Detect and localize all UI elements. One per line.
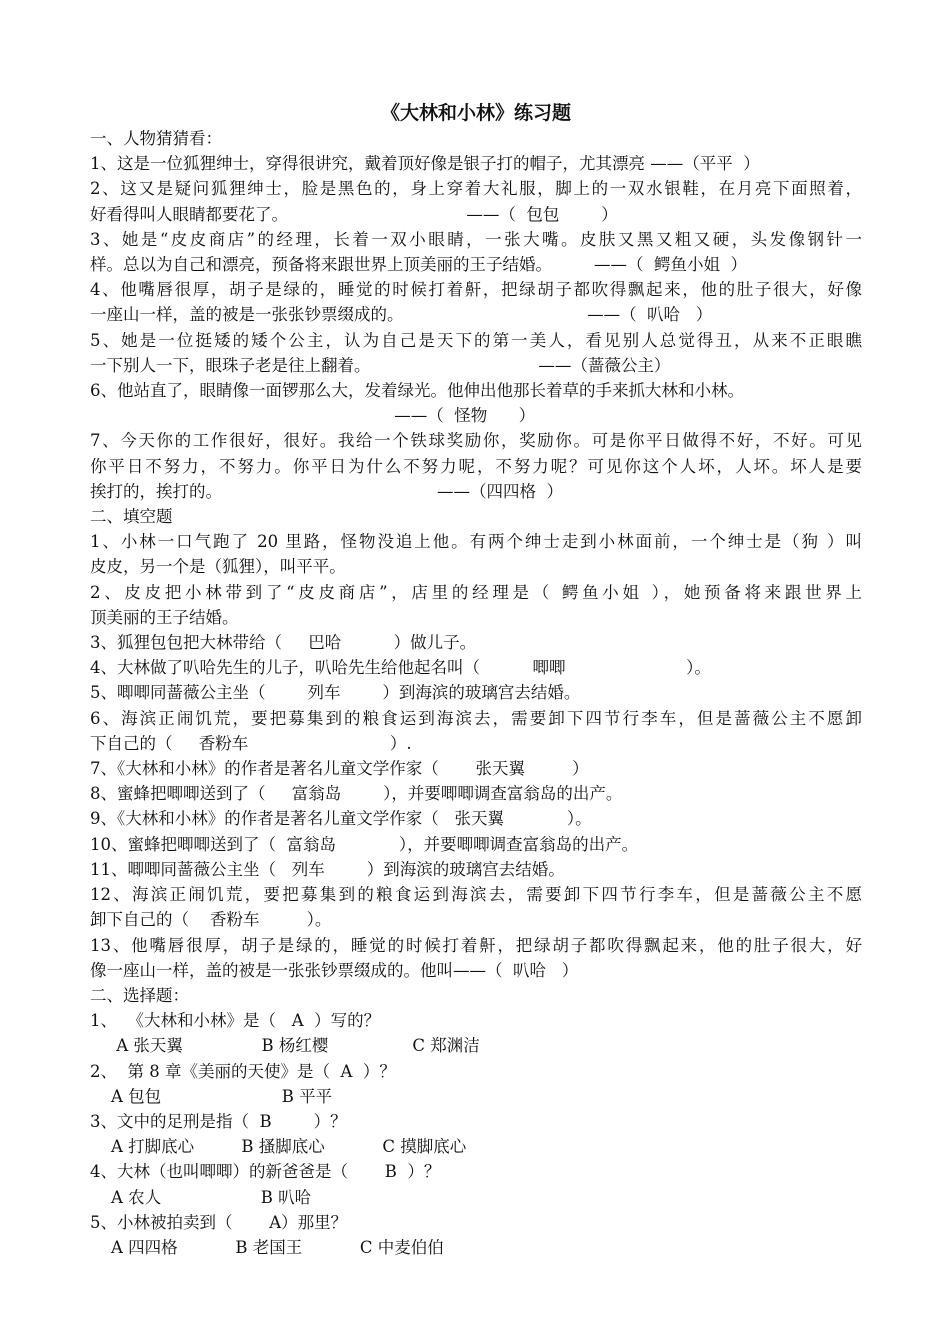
question-line: 1、 《大林和小林》是（ A ）写的？ bbox=[90, 1011, 381, 1031]
section-heading: 二、填空题 bbox=[90, 507, 173, 527]
section-fill-blank bbox=[90, 504, 862, 983]
question-line: A 四四格 B 老国王 C 中麦伯伯 bbox=[90, 1237, 444, 1257]
question-line: 5、她是一位挺矮的矮个公主，认为自己是天下的第一美人，看见别人总觉得丑，从来不正眼瞧 bbox=[90, 330, 862, 350]
question-line: 4、大林做了叭哈先生的儿子，叭哈先生给他起名叫（ 唧唧 ）。 bbox=[90, 658, 711, 678]
section-character-guess bbox=[90, 126, 862, 504]
document-page bbox=[90, 100, 862, 1260]
question-line: 13、他嘴唇很厚，胡子是绿的，睡觉的时候打着鼾，把绿胡子都吹得飘起来，他的肚子很大，好 bbox=[90, 935, 862, 955]
question-line: 1、小林一口气跑了 20 里路，怪物没追上他。有两个绅士走到小林面前，一个绅士是（狗 ）叫 bbox=[90, 532, 862, 552]
question-line: 好看得叫人眼睛都要花了。 ——（ 包包 ） bbox=[90, 204, 618, 224]
question-line: 4、大林（也叫唧唧）的新爸爸是（ B ）？ bbox=[90, 1162, 441, 1182]
question-line: 样。总以为自己和漂亮，预备将来跟世界上顶美丽的王子结婚。 ——（ 鳄鱼小姐 ） bbox=[90, 255, 747, 275]
question-line: A 农人 B 叭哈 bbox=[90, 1187, 312, 1207]
question-line: 你平日不努力，不努力。你平日为什么不努力呢，不努力呢？可见你这个人坏，人坏。坏人是要 bbox=[90, 456, 862, 476]
question-line: 12、海滨正闹饥荒，要把募集到的粮食运到海滨去，需要卸下四节行李车，但是蔷薇公主不愿 bbox=[90, 885, 862, 905]
question-line: 像一座山一样，盖的被是一张张钞票缀成的。他叫——（ 叭哈 ） bbox=[90, 960, 579, 980]
question-line: 10、蜜蜂把唧唧送到了（ 富翁岛 ），并要唧唧调查富翁岛的出产。 bbox=[90, 834, 639, 854]
question-line: 5、唧唧同蔷薇公主坐（ 列车 ）到海滨的玻璃宫去结婚。 bbox=[90, 683, 581, 703]
question-line: 3、她是“皮皮商店”的经理，长着一双小眼睛，一张大嘴。皮肤又黑又粗又硬，头发像钢针一 bbox=[90, 229, 862, 249]
question-line: 7、《大林和小林》的作者是著名儿童文学作家（ 张天翼 ） bbox=[90, 759, 589, 779]
question-line: 下自己的（ 香粉车 ）. bbox=[90, 733, 412, 753]
question-line: 2、 第 8 章《美丽的天使》是（ A ）？ bbox=[90, 1061, 396, 1081]
question-line: 3、文中的足刑是指（ B ）？ bbox=[90, 1111, 347, 1131]
question-line: 一座山一样，盖的被是一张张钞票缀成的。 ——（ 叭哈 ） bbox=[90, 305, 713, 325]
question-line: ——（ 怪物 ） bbox=[90, 406, 536, 426]
question-list bbox=[90, 151, 862, 504]
question-line: A 包包 B 平平 bbox=[90, 1086, 333, 1106]
question-line: 6、他站直了，眼睛像一面锣那么大，发着绿光。他伸出他那长着草的手来抓大林和小林。 bbox=[90, 381, 744, 401]
question-line: 2、皮皮把小林带到了“皮皮商店”，店里的经理是（ 鳄鱼小姐 ），她预备将来跟世界上 bbox=[90, 582, 862, 602]
question-line: 6、海滨正闹饥荒，要把募集到的粮食运到海滨去，需要卸下四节行李车，但是蔷薇公主不愿卸 bbox=[90, 708, 862, 728]
document-title: 《大林和小林》练习题 bbox=[380, 102, 571, 124]
question-line: 2、这又是疑问狐狸绅士，脸是黑色的，身上穿着大礼服，脚上的一双水银鞋，在月亮下面照着， bbox=[90, 179, 862, 199]
question-list bbox=[90, 1008, 862, 1260]
section-heading: 一、人物猜猜看： bbox=[90, 129, 222, 148]
section-heading: 二、选择题： bbox=[90, 985, 189, 1005]
question-line: 一下别人一下，眼珠子老是往上翻着。 ——（蔷薇公主） bbox=[90, 355, 671, 375]
question-line: 9、《大林和小林》的作者是著名儿童文学作家（ 张天翼 ）。 bbox=[90, 809, 592, 829]
section-multiple-choice bbox=[90, 983, 862, 1260]
question-line: 顶美丽的王子结婚。 bbox=[90, 607, 239, 627]
question-line: 卸下自己的（ 香粉车 ）。 bbox=[90, 910, 332, 930]
question-line: 3、狐狸包包把大林带给（ 巴哈 ）做儿子。 bbox=[90, 633, 477, 653]
question-line: 8、蜜蜂把唧唧送到了（ 富翁岛 ），并要唧唧调查富翁岛的出产。 bbox=[90, 784, 623, 804]
question-line: 11、唧唧同蔷薇公主坐（ 列车 ）到海滨的玻璃宫去结婚。 bbox=[90, 859, 565, 879]
question-line: A 张天翼 B 杨红樱 C 郑渊洁 bbox=[90, 1036, 480, 1056]
question-list bbox=[90, 529, 862, 983]
question-line: A 打脚底心 B 搔脚底心 C 摸脚底心 bbox=[90, 1137, 467, 1157]
question-line: 1、这是一位狐狸绅士，穿得很讲究，戴着顶好像是银子打的帽子，尤其漂亮 ——（平平 ） bbox=[90, 154, 760, 174]
question-line: 皮皮，另一个是（狐狸），叫平平。 bbox=[90, 557, 346, 577]
question-line: 4、他嘴唇很厚，胡子是绿的，睡觉的时候打着鼾，把绿胡子都吹得飘起来，他的肚子很大，好像 bbox=[90, 280, 862, 300]
question-line: 5、小林被拍卖到（ A）那里？ bbox=[90, 1212, 348, 1232]
question-line: 挨打的，挨打的。 ——（四四格 ） bbox=[90, 481, 564, 501]
question-line: 7、今天你的工作很好，很好。我给一个铁球奖励你，奖励你。可是你平日做得不好，不好。可见 bbox=[90, 431, 862, 451]
